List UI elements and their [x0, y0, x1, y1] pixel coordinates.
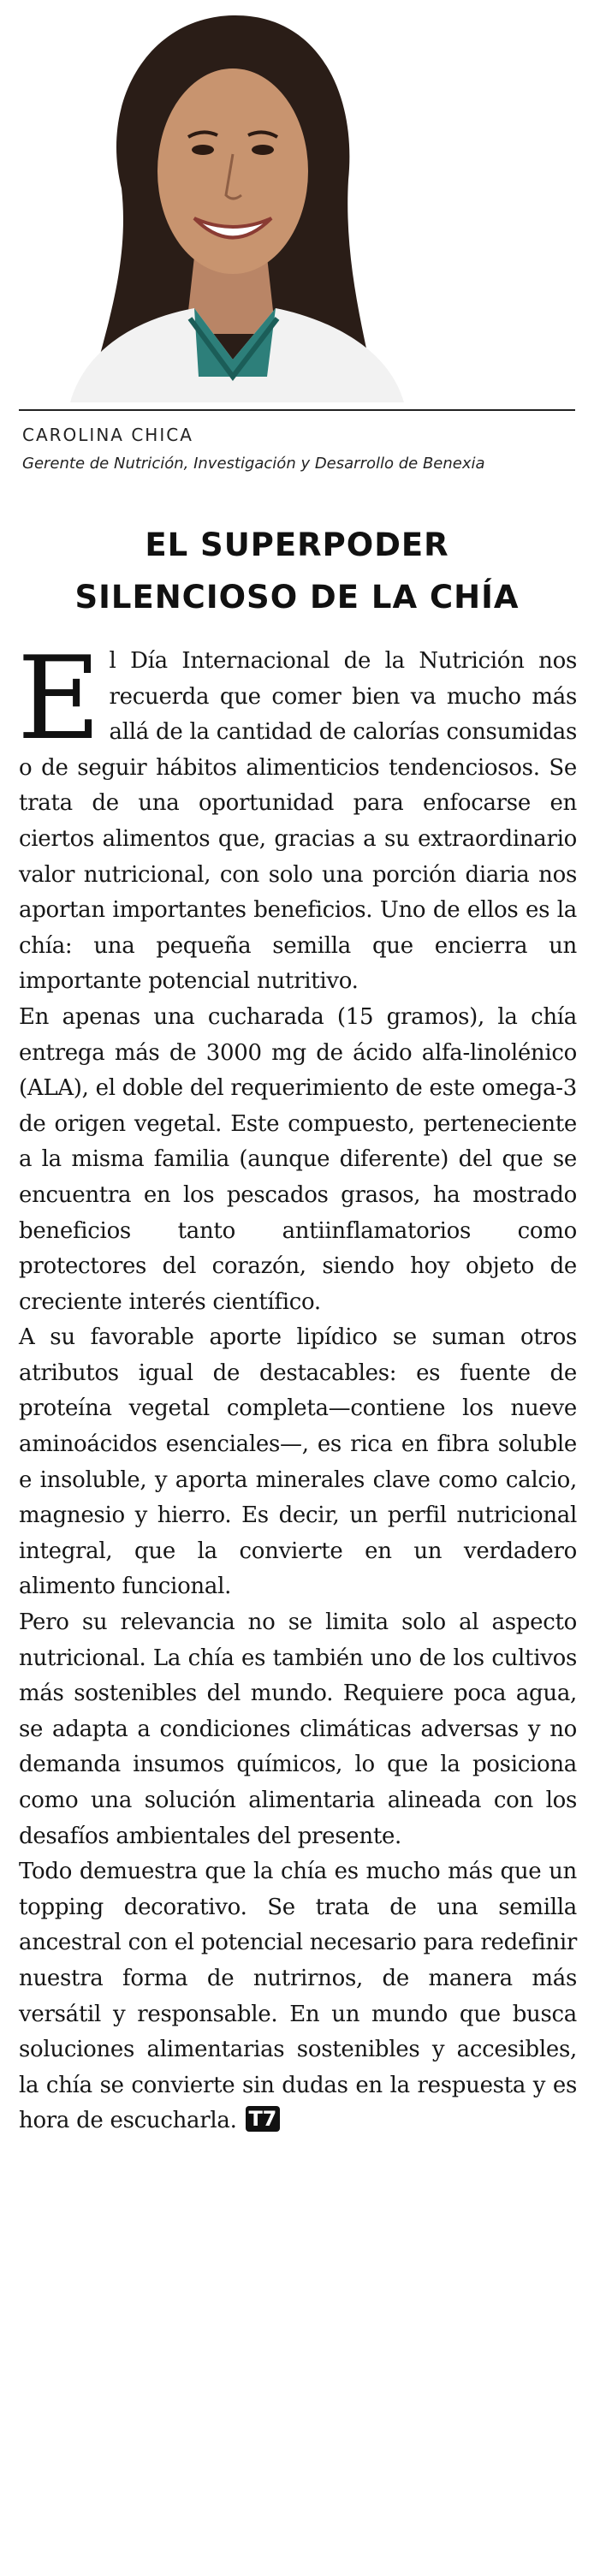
author-role: Gerente de Nutrición, Investigación y Desarrollo de Benexia [22, 455, 485, 473]
author-name: CAROLINA CHICA [22, 425, 193, 445]
article-paragraph: Todo demuestra que la chía es mucho más que un topping decorativo. Se trata de una semilla ancestral con el potencial necesario para redefinir nuestra forma de nutrirnos, de manera más versátil y responsable. En un mundo que busca soluciones alimentarias sostenibles y accesibles, la chía se convierte sin dudas en la respuesta y es hora de escucharla. T7 [19, 1859, 577, 2134]
article-paragraph: En apenas una cucharada (15 gramos), la chía entrega más de 3000 mg de ácido alfa-linolénico (ALA), el doble del requerimiento de este omega-3 de origen vegetal. Este compuesto, perteneciente a la misma familia (aunque diferente) del que se encuentra en los pescados grasos, ha mostrado beneficios tanto antiinflamatorios como protectores del corazón, siendo hoy objeto de creciente interés científico. [19, 1003, 577, 1315]
article-paragraph: A su favorable aporte lipídico se suman otros atributos igual de destacables: es fuente de proteína vegetal completa—contiene los nueve aminoácidos esenciales—, es rica en fibra soluble e insoluble, y aporta minerales clave como calcio, magnesio y hierro. Es decir, un perfil nutricional integral, que la convierte en un verdadero alimento funcional. [19, 1324, 577, 1600]
author-photo-illustration [19, 0, 421, 402]
drop-cap: E [17, 632, 101, 765]
t7-logo-icon: T7 [246, 2106, 280, 2132]
author-portrait [19, 0, 421, 402]
headline-line-1: EL SUPERPODER [145, 527, 449, 563]
article-paragraph: El Día Internacional de la Nutrición nos recuerda que comer bien va mucho más allá de la cantidad de calorías consumidas o de seguir hábitos alimenticios tendenciosos. Se trata de una oportunidad para enfocarse en ciertos alimentos que, gracias a su extraordinario valor nutricional, con solo una porción diaria nos aportan importantes beneficios. Uno de ellos es la chía: una pequeña semilla que encierra un importante potencial nutritivo. [17, 632, 577, 995]
header-rule [19, 409, 575, 411]
headline [19, 519, 575, 623]
article-body [17, 632, 577, 2139]
article-paragraph: Pero su relevancia no se limita solo al aspecto nutricional. La chía es también uno de los cultivos más sostenibles del mundo. Requiere poca agua, se adapta a condiciones climáticas adversas y no demanda insumos químicos, lo que la posiciona como una solución alimentaria alineada con los desafíos ambientales del presente. [19, 1609, 577, 1849]
headline-line-2: SILENCIOSO DE LA CHÍA [74, 579, 520, 616]
